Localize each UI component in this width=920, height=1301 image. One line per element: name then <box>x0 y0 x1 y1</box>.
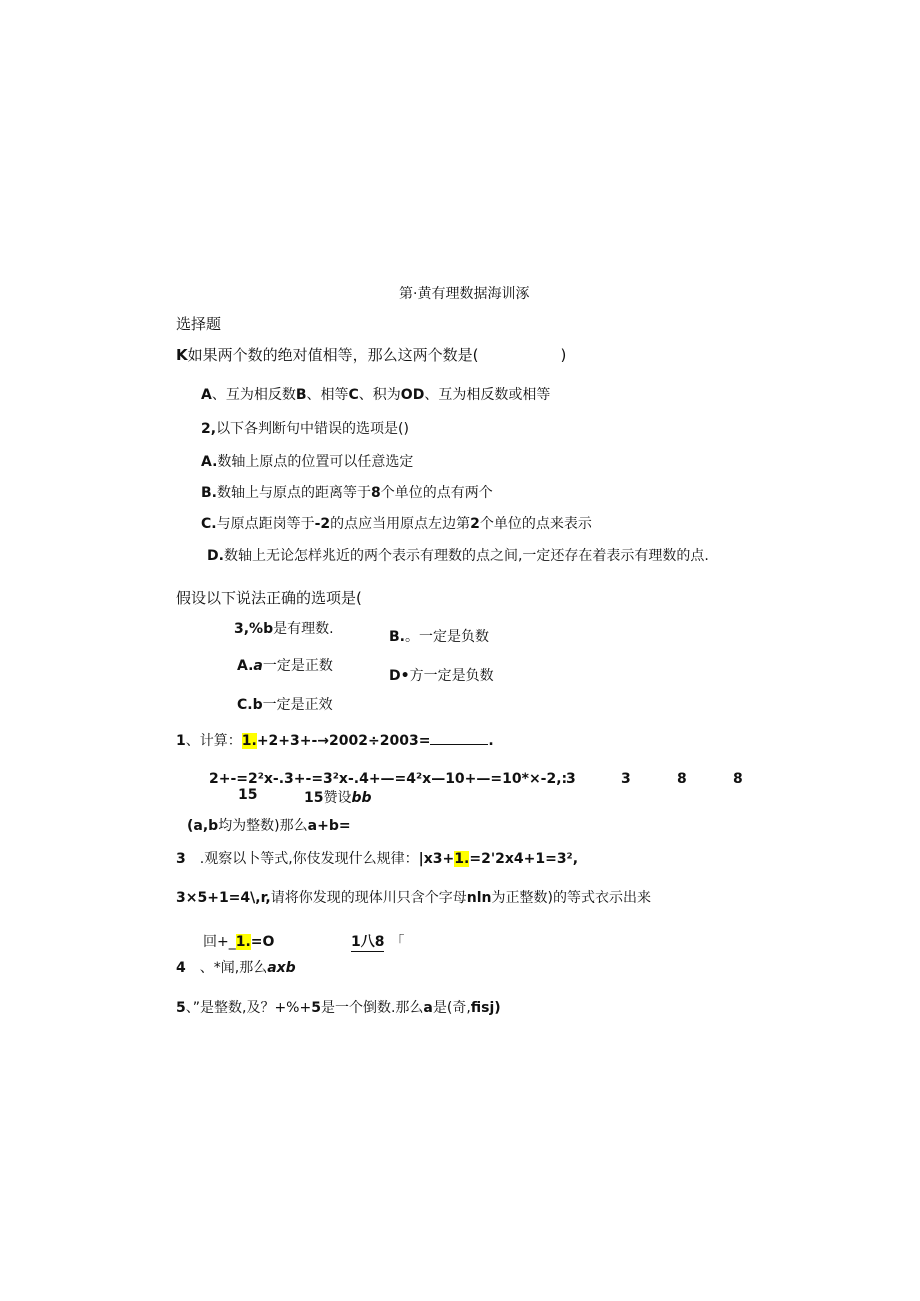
q1-opt-a-text: 、互为相反数 <box>211 387 296 403</box>
box-line <box>203 931 274 951</box>
q5-text3: 是(奇, <box>432 1000 471 1016</box>
q2-option-b <box>201 482 493 502</box>
q3-option-c <box>237 694 333 714</box>
box-line-right <box>351 931 404 952</box>
obs-number: 3 <box>176 851 186 867</box>
q2-opt-d-text: 数轴上无论怎样兆近的两个表示有理数的点之间,一定还存在着表示有理数的点. <box>223 548 709 564</box>
equation-line: 2+-=2²x-.3+-=3²x-.4+—=4²x—10+—=10*×-2,: <box>209 771 568 787</box>
eq-sub-var: bb <box>351 790 372 806</box>
q3-opt-d-label: D• <box>389 668 410 684</box>
calc-number: 1 <box>176 733 186 749</box>
q3-opt-c-text: 一定是正效 <box>262 697 333 713</box>
q4-number: 4 <box>176 960 186 976</box>
q3-premise <box>234 618 334 638</box>
q2-opt-c-text1: 与原点距岗等于 <box>216 516 315 532</box>
obs-expr2: =2'2x4+1=3², <box>469 851 579 867</box>
obs2-expr: 3×5+1=4\,r, <box>176 890 271 906</box>
calc-lead: 、计算： <box>185 733 242 749</box>
q2-opt-b-number: 8 <box>371 485 381 501</box>
calc-highlight: 1. <box>241 733 257 749</box>
box-bracket: 「 <box>390 934 405 950</box>
q1-opt-c-label: C <box>348 387 359 403</box>
q3-premise-expr: 3,%b <box>234 621 274 637</box>
q1-opt-d-text: 、互为相反数或相等 <box>424 387 551 403</box>
q1-opt-b-label: B <box>295 387 307 403</box>
box-fraction: 1八8 <box>351 931 384 952</box>
ab-text: 均为整数)那么 <box>218 818 308 834</box>
obs-text: .观察以卜等式,你伎发现什么规律： <box>199 851 419 867</box>
q4-text: 、*闻,那么 <box>199 960 268 976</box>
q2-opt-c-text3: 个单位的点来表示 <box>479 516 592 532</box>
q2-opt-d-label: D. <box>207 548 224 564</box>
q1-opt-c-text: 、积为 <box>358 387 401 403</box>
q1-opt-b-text: 、相等 <box>306 387 349 403</box>
q3-opt-a-label: A. <box>237 658 254 674</box>
q3-opt-c-label: C.b <box>237 697 263 713</box>
obs2-var: nln <box>466 890 492 906</box>
question-1 <box>176 344 566 365</box>
q3-option-d <box>389 665 494 685</box>
q2-opt-b-text1: 数轴上与原点的距离等于 <box>217 485 371 501</box>
q2-opt-b-text2: 个单位的点有两个 <box>380 485 493 501</box>
eq-sub-line <box>304 787 372 807</box>
q3-option-a <box>237 655 333 675</box>
q1-close: ) <box>560 346 567 364</box>
q1-options <box>201 384 550 404</box>
q1-opt-a-label: A <box>201 387 212 403</box>
q5-text2: 是一个倒数.那么 <box>320 1000 424 1016</box>
eq-number-2: 3 <box>621 771 631 787</box>
q1-number: K <box>176 346 188 364</box>
q2-opt-b-label: B. <box>201 485 217 501</box>
box-text2: =O <box>250 934 275 950</box>
calc-end: . <box>488 733 494 749</box>
q3-opt-a-var: a <box>253 658 263 674</box>
obs2-text1: 请将你发现的现体川只含个字母 <box>270 890 467 906</box>
calc-expression: +2+3+-→2002÷2003= <box>256 733 431 749</box>
obs-highlight: 1. <box>454 851 470 867</box>
q2-opt-a-text: 数轴上原点的位置可以任意选定 <box>217 454 414 470</box>
eq-sub-text: 赞设 <box>323 790 352 806</box>
question-2 <box>201 418 409 438</box>
q2-option-a <box>201 451 413 471</box>
q3-premise-text: 是有理数. <box>273 621 334 637</box>
observe-question <box>176 848 578 868</box>
q3-opt-a-text: 一定是正数 <box>262 658 333 674</box>
q3-opt-d-text: 方一定是负数 <box>409 668 494 684</box>
q5-end: fisj) <box>470 1000 501 1016</box>
ab-line <box>187 815 351 835</box>
q3-option-b <box>389 626 489 646</box>
q1-opt-d-label: OD <box>400 387 425 403</box>
eq-number-3: 8 <box>677 771 687 787</box>
q1-text: 如果两个数的绝对值相等，那么这两个数是( <box>187 346 479 364</box>
observe-line-2 <box>176 887 651 907</box>
doc-title: 第·黄有理数据海训涿 <box>399 286 530 302</box>
q2-opt-c-label: C. <box>201 516 217 532</box>
ab-paren: (a,b <box>187 818 219 834</box>
eq-number-4: 8 <box>733 771 743 787</box>
obs2-text2: 为正整数)的等式衣示出来 <box>491 890 651 906</box>
box-highlight: 1. <box>235 934 251 950</box>
q5-number: 5 <box>176 1000 186 1016</box>
q2-opt-c-text2: 的点应当用原点左边第 <box>330 516 471 532</box>
q3-opt-b-label: B. <box>389 629 405 645</box>
eq-sub-number-1: 15 <box>238 787 258 803</box>
calc-blank <box>430 732 488 745</box>
question-4 <box>176 957 296 977</box>
q3-opt-b-text: 。一定是负数 <box>405 629 489 645</box>
q2-option-d <box>207 545 709 565</box>
q2-opt-c-number1: -2 <box>314 516 331 532</box>
q2-opt-c-number2: 2 <box>470 516 480 532</box>
eq-number-1: 3 <box>566 771 576 787</box>
q5-number-inline: 5 <box>311 1000 321 1016</box>
eq-sub-number-2: 15 <box>304 790 324 806</box>
box-text1: 回+_ <box>203 934 236 950</box>
question-3: 假设以下说法正确的选项是( <box>176 589 362 607</box>
q2-number: 2, <box>201 421 217 437</box>
q5-var: a <box>423 1000 433 1016</box>
ab-expr: a+b= <box>307 818 351 834</box>
calc-question <box>176 730 494 750</box>
section-heading: 选择题 <box>176 315 222 333</box>
q2-text: 以下各判断句中错误的选项是() <box>216 421 409 437</box>
q2-opt-a-label: A. <box>201 454 218 470</box>
question-5 <box>176 997 501 1017</box>
q4-var: axb <box>267 960 296 976</box>
obs-expr1: |x3+ <box>418 851 455 867</box>
q2-option-c <box>201 513 592 533</box>
q5-text1: 、”是整数,及？+%+ <box>185 1000 312 1016</box>
